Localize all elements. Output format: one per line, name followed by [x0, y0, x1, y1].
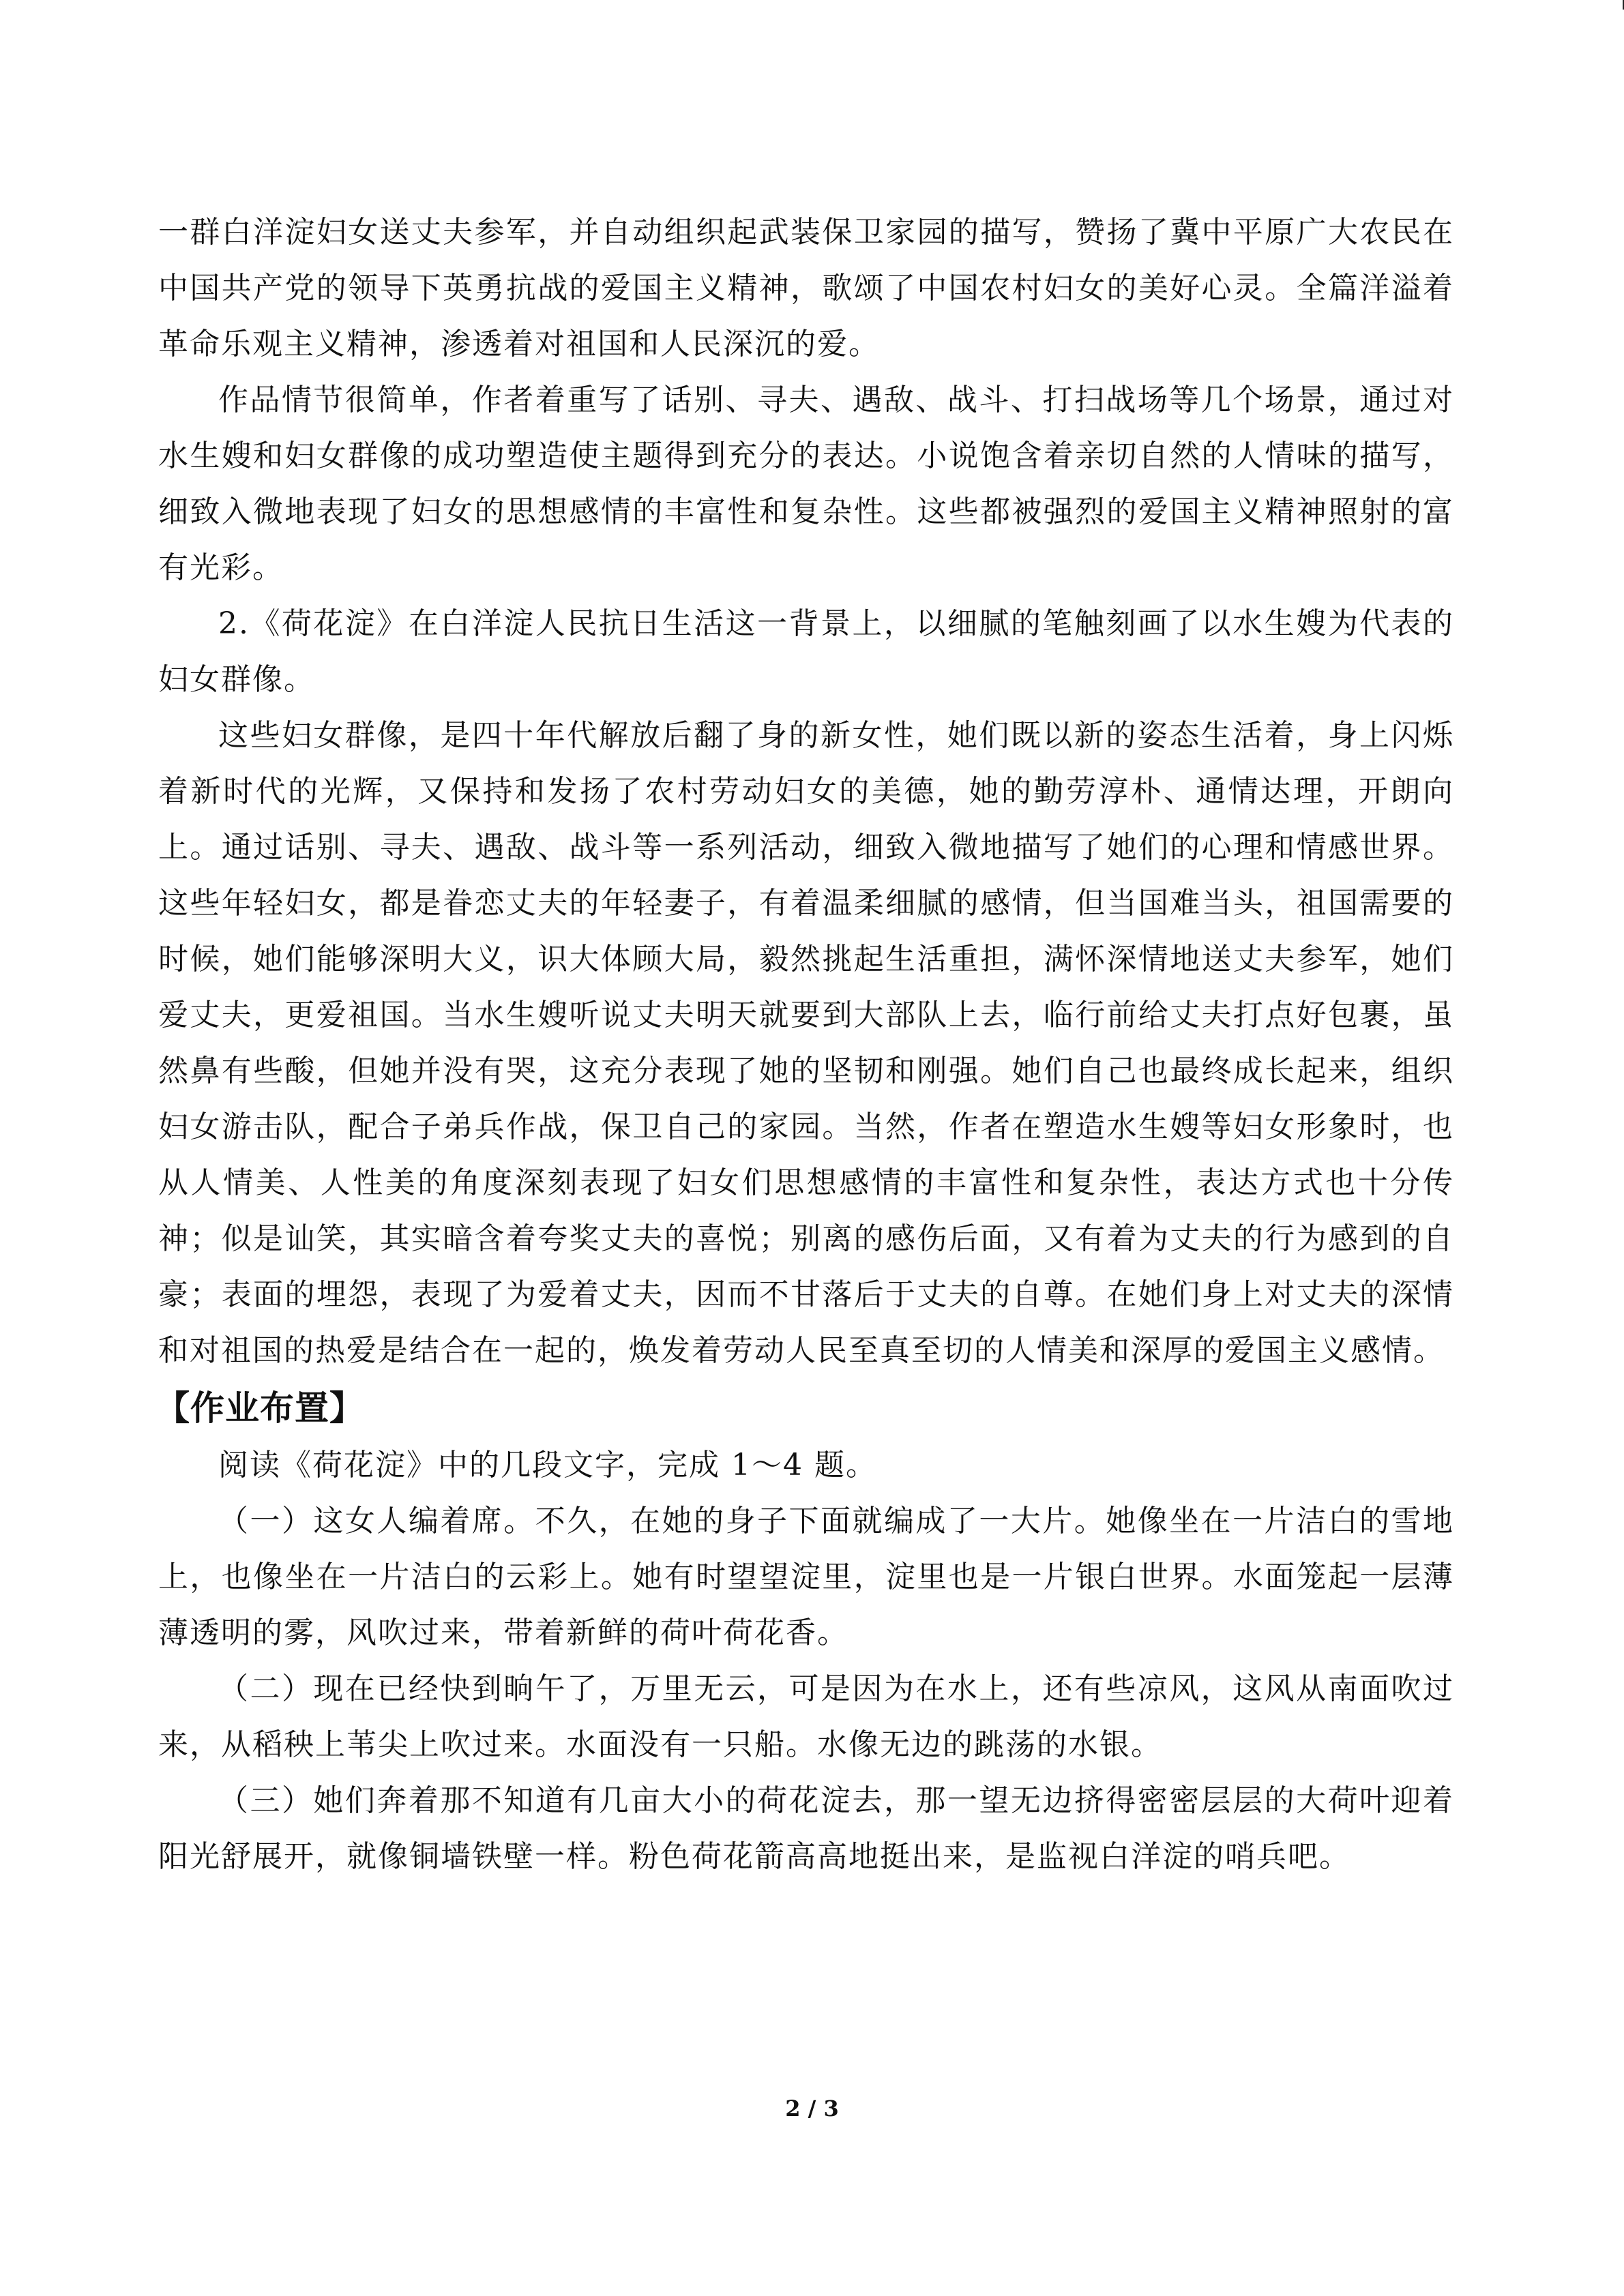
homework-instruction: 阅读《荷花淀》中的几段文字，完成 1～4 题。 — [218, 1448, 877, 1482]
homework-passage: （一）这女人编着席。不久，在她的身子下面就编成了一大片。她像坐在一片洁白的雪地上，也像坐在一片洁白的云彩上。她有时望望淀里，淀里也是一片银白世界。水面笼起一层薄薄透明的雾，风吹过来，带着新鲜的荷叶荷花香。 — [158, 1504, 1454, 1650]
page-content — [158, 205, 1454, 1885]
homework-passage: （二）现在已经快到晌午了，万里无云，可是因为在水上，还有些凉风，这风从南面吹过来，从稻秧上苇尖上吹过来。水面没有一只船。水像无边的跳荡的水银。 — [158, 1671, 1454, 1762]
homework-passage: （三）她们奔着那不知道有几亩大小的荷花淀去，那一望无边挤得密密层层的大荷叶迎着阳光舒展开，就像铜墙铁壁一样。粉色荷花箭高高地挺出来，是监视白洋淀的哨兵吧。 — [158, 1783, 1454, 1874]
homework-section-title: 【作业布置】 — [156, 1388, 364, 1428]
body-paragraph: 作品情节很简单，作者着重写了话别、寻夫、遇敌、战斗、打扫战场等几个场景，通过对水生嫂和妇女群像的成功塑造使主题得到充分的表达。小说饱含着亲切自然的人情味的描写，细致入微地表现了妇女的思想感情的丰富性和复杂性。这些都被强烈的爱国主义精神照射的富有光彩。 — [158, 383, 1454, 585]
page-number: 2 / 3 — [785, 2096, 839, 2121]
body-paragraph: 这些妇女群像，是四十年代解放后翻了身的新女性，她们既以新的姿态生活着，身上闪烁着新时代的光辉，又保持和发扬了农村劳动妇女的美德，她的勤劳淳朴、通情达理，开朗向上。通过话别、寻夫、遇敌、战斗等一系列活动，细致入微地描写了她们的心理和情感世界。这些年轻妇女，都是眷恋丈夫的年轻妻子，有着温柔细腻的感情，但当国难当头，祖国需要的时候，她们能够深明大义，识大体顾大局，毅然挑起生活重担，满怀深情地送丈夫参军，她们爱丈夫，更爱祖国。当水生嫂听说丈夫明天就要到大部队上去，临行前给丈夫打点好包裹，虽然鼻有些酸，但她并没有哭，这充分表现了她的坚韧和刚强。她们自己也最终成长起来，组织妇女游击队，配合子弟兵作战，保卫自己的家园。当然，作者在塑造水生嫂等妇女形象时，也从人情美、人性美的角度深刻表现了妇女们思想感情的丰富性和复杂性，表达方式也十分传神；似是讪笑，其实暗含着夸奖丈夫的喜悦；别离的感伤后面，又有着为丈夫的行为感到的自豪；表面的埋怨，表现了为爱着丈夫，因而不甘落后于丈夫的自尊。在她们身上对丈夫的深情和对祖国的热爱是结合在一起的，焕发着劳动人民至真至切的人情美和深厚的爱国主义感情。 — [158, 718, 1454, 1368]
body-paragraph: 一群白洋淀妇女送丈夫参军，并自动组织起武装保卫家园的描写，赞扬了冀中平原广大农民在中国共产党的领导下英勇抗战的爱国主义精神，歌颂了中国农村妇女的美好心灵。全篇洋溢着革命乐观主义精神，渗透着对祖国和人民深沉的爱。 — [158, 215, 1454, 361]
body-paragraph: 2.《荷花淀》在白洋淀人民抗日生活这一背景上，以细腻的笔触刻画了以水生嫂为代表的妇女群像。 — [158, 606, 1454, 697]
